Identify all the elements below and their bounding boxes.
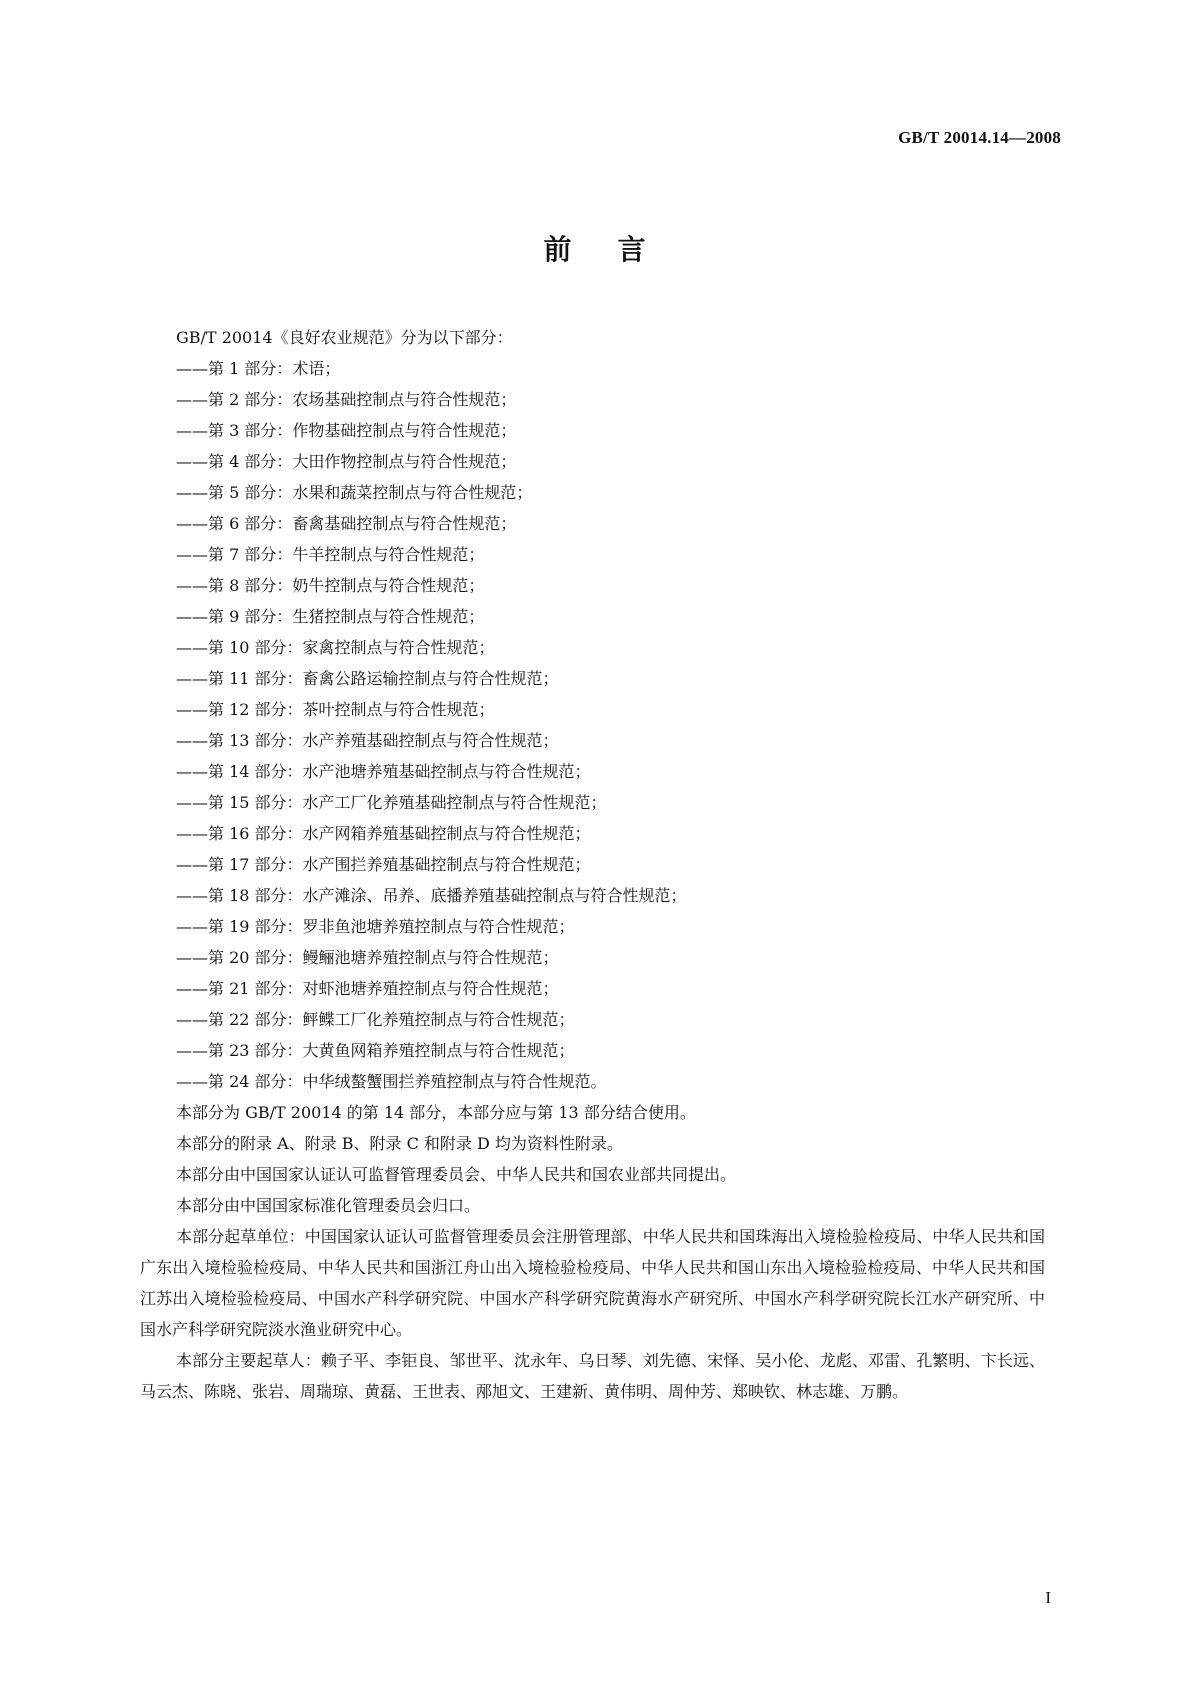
list-item: ——第 19 部分：罗非鱼池塘养殖控制点与符合性规范； <box>176 917 575 936</box>
list-item: ——第 18 部分：水产滩涂、吊养、底播养殖基础控制点与符合性规范； <box>176 886 687 905</box>
list-item: ——第 21 部分：对虾池塘养殖控制点与符合性规范； <box>176 979 559 998</box>
list-item: ——第 15 部分：水产工厂化养殖基础控制点与符合性规范； <box>176 793 607 812</box>
list-item: ——第 16 部分：水产网箱养殖基础控制点与符合性规范； <box>176 824 591 843</box>
list-item: ——第 9 部分：生猪控制点与符合性规范； <box>176 607 485 626</box>
list-item: ——第 24 部分：中华绒螯蟹围拦养殖控制点与符合性规范。 <box>176 1072 607 1091</box>
page-number: I <box>1045 1588 1051 1607</box>
title-char-2: 言 <box>617 233 648 266</box>
foreword-body <box>140 322 1045 1407</box>
list-item: ——第 22 部分：鲆鲽工厂化养殖控制点与符合性规范； <box>176 1010 575 1029</box>
intro-line: GB/T 20014《良好农业规范》分为以下部分： <box>176 328 513 347</box>
list-item: ——第 14 部分：水产池塘养殖基础控制点与符合性规范； <box>176 762 591 781</box>
list-item: ——第 23 部分：大黄鱼网箱养殖控制点与符合性规范； <box>176 1041 575 1060</box>
statement-annexes: 本部分的附录 A、附录 B、附录 C 和附录 D 均为资料性附录。 <box>176 1134 623 1153</box>
page-title <box>0 228 1191 268</box>
drafters-paragraph: 本部分主要起草人：赖子平、李钜良、邹世平、沈永年、乌日琴、刘先德、宋怿、吴小伦、龙彪、邓雷、孔繁明、卞长远、马云杰、陈晓、张岩、周瑞琼、黄磊、王世表、邴旭文、王建新、黄伟明、周仲芳、郑映钦、林志雄、万鹏。 <box>140 1351 1045 1401</box>
list-item: ——第 3 部分：作物基础控制点与符合性规范； <box>176 421 517 440</box>
standard-code: GB/T 20014.14—2008 <box>898 128 1061 147</box>
list-item: ——第 8 部分：奶牛控制点与符合性规范； <box>176 576 485 595</box>
list-item: ——第 5 部分：水果和蔬菜控制点与符合性规范； <box>176 483 533 502</box>
statement-scope: 本部分为 GB/T 20014 的第 14 部分，本部分应与第 13 部分结合使用。 <box>176 1103 696 1122</box>
title-char-1: 前 <box>543 233 574 266</box>
list-item: ——第 4 部分：大田作物控制点与符合性规范； <box>176 452 517 471</box>
list-item: ——第 17 部分：水产围拦养殖基础控制点与符合性规范； <box>176 855 591 874</box>
statement-centralized: 本部分由中国国家标准化管理委员会归口。 <box>176 1196 481 1215</box>
list-item: ——第 10 部分：家禽控制点与符合性规范； <box>176 638 495 657</box>
list-item: ——第 11 部分：畜禽公路运输控制点与符合性规范； <box>176 669 559 688</box>
list-item: ——第 6 部分：畜禽基础控制点与符合性规范； <box>176 514 517 533</box>
list-item: ——第 13 部分：水产养殖基础控制点与符合性规范； <box>176 731 559 750</box>
list-item: ——第 20 部分：鳗鲡池塘养殖控制点与符合性规范； <box>176 948 559 967</box>
list-item: ——第 12 部分：茶叶控制点与符合性规范； <box>176 700 495 719</box>
list-item: ——第 7 部分：牛羊控制点与符合性规范； <box>176 545 485 564</box>
list-item: ——第 2 部分：农场基础控制点与符合性规范； <box>176 390 517 409</box>
statement-proposer: 本部分由中国国家认证认可监督管理委员会、中华人民共和国农业部共同提出。 <box>176 1165 737 1184</box>
drafting-units-paragraph: 本部分起草单位：中国国家认证认可监督管理委员会注册管理部、中华人民共和国珠海出入境检验检疫局、中华人民共和国广东出入境检验检疫局、中华人民共和国浙江舟山出入境检验检疫局、中华人民共和国山东出入境检验检疫局、中华人民共和国江苏出入境检验检疫局、中国水产科学研究院、中国水产科学研究院黄海水产研究所、中国水产科学研究院长江水产研究所、中国水产科学研究院淡水渔业研究中心。 <box>140 1227 1045 1339</box>
parts-list <box>140 353 1045 1097</box>
list-item: ——第 1 部分：术语； <box>176 359 341 378</box>
